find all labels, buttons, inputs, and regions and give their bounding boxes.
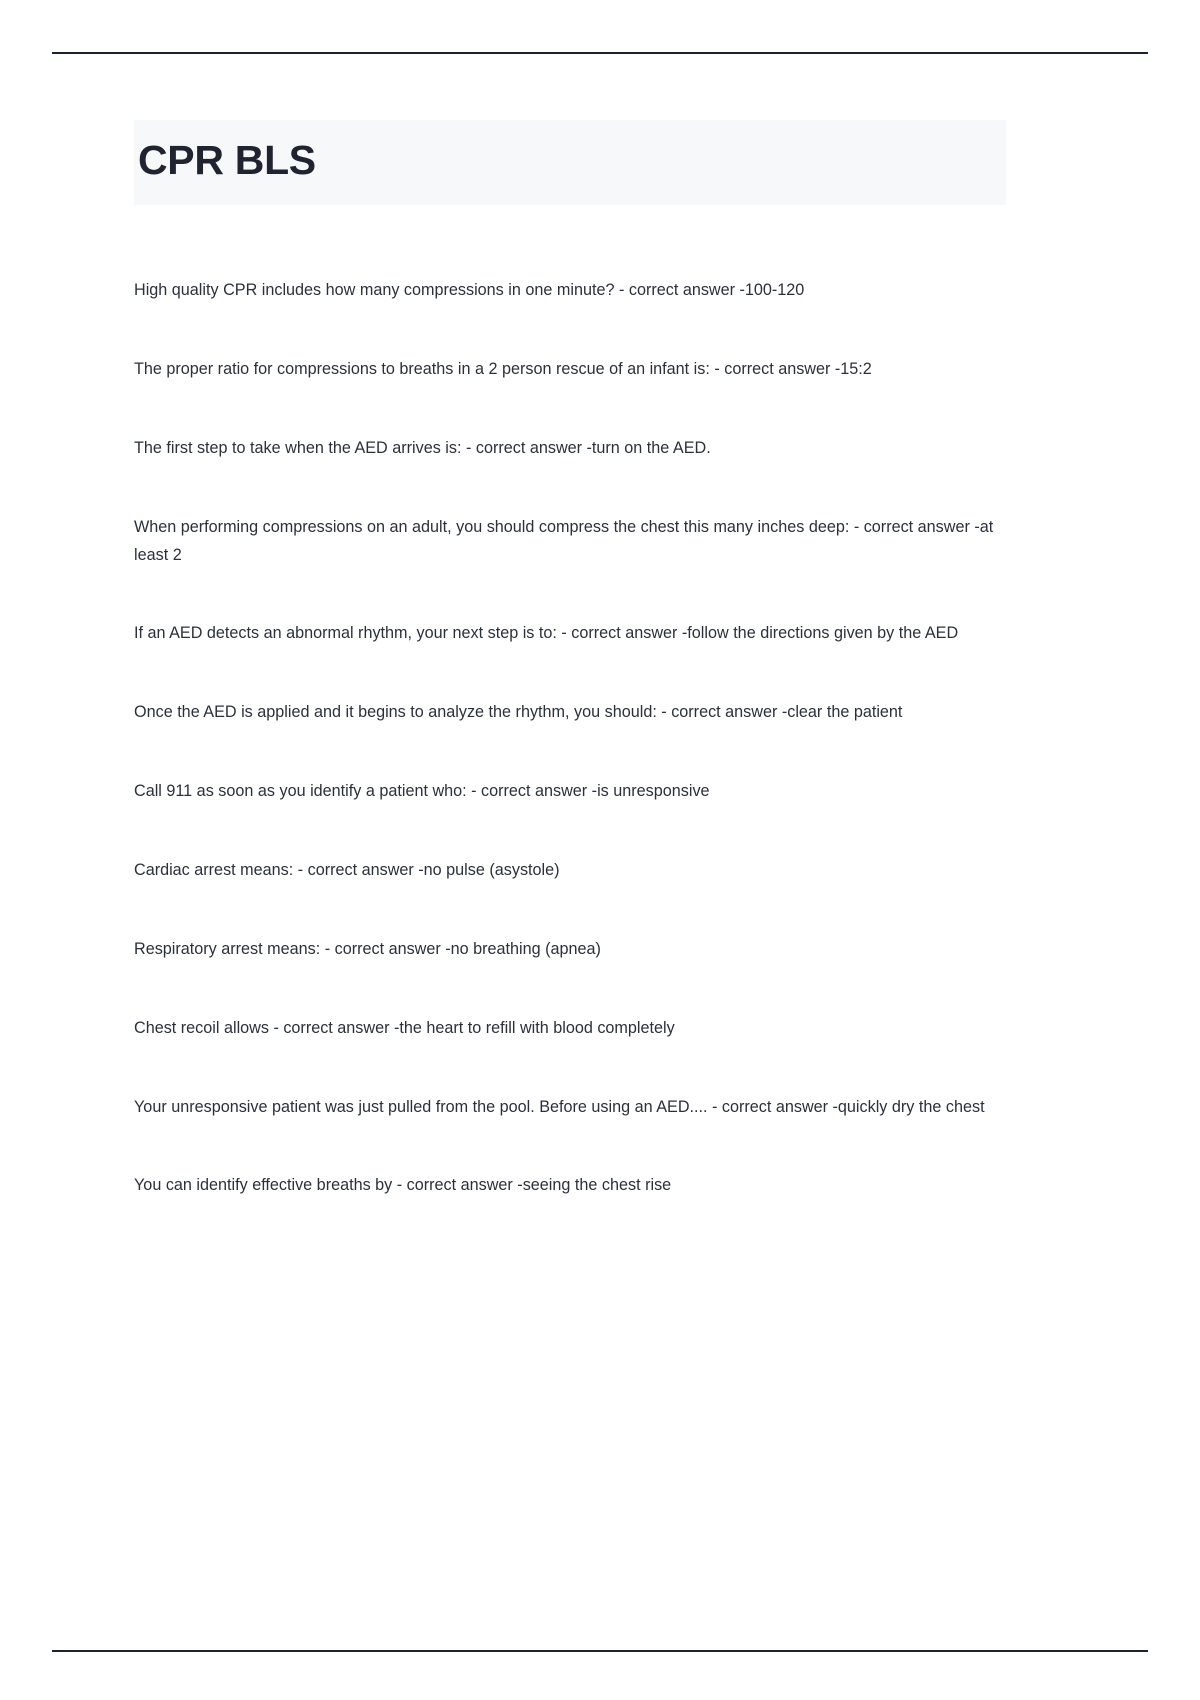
- list-item: Cardiac arrest means: - correct answer -no pulse (asystole): [134, 860, 560, 879]
- list-item: High quality CPR includes how many compressions in one minute? - correct answer -100-120: [134, 281, 805, 300]
- list-item: Your unresponsive patient was just pulled from the pool. Before using an AED.... - correct answer -quickly dry the chest: [134, 1097, 985, 1116]
- list-item: The proper ratio for compressions to breaths in a 2 person rescue of an infant is: - correct answer -15:2: [134, 359, 872, 378]
- list-item: The first step to take when the AED arrives is: - correct answer -turn on the AED.: [134, 438, 711, 457]
- title-banner: [134, 120, 1006, 205]
- list-item: Respiratory arrest means: - correct answer -no breathing (apnea): [134, 939, 601, 958]
- footer-divider: [52, 1650, 1148, 1652]
- question-answer-list: [134, 277, 1006, 1200]
- list-item: Call 911 as soon as you identify a patient who: - correct answer -is unresponsive: [134, 782, 710, 801]
- page-title: CPR BLS: [138, 137, 316, 183]
- document-content: [134, 120, 1006, 1200]
- list-item: You can identify effective breaths by - correct answer -seeing the chest rise: [134, 1176, 672, 1195]
- list-item: When performing compressions on an adult, you should compress the chest this many inches deep: - correct answer -at least 2: [134, 517, 994, 564]
- list-item: Chest recoil allows - correct answer -the heart to refill with blood completely: [134, 1018, 675, 1037]
- list-item: If an AED detects an abnormal rhythm, your next step is to: - correct answer -follow the directions given by the AED: [134, 624, 959, 643]
- list-item: Once the AED is applied and it begins to analyze the rhythm, you should: - correct answer -clear the patient: [134, 703, 903, 722]
- header-divider: [52, 52, 1148, 54]
